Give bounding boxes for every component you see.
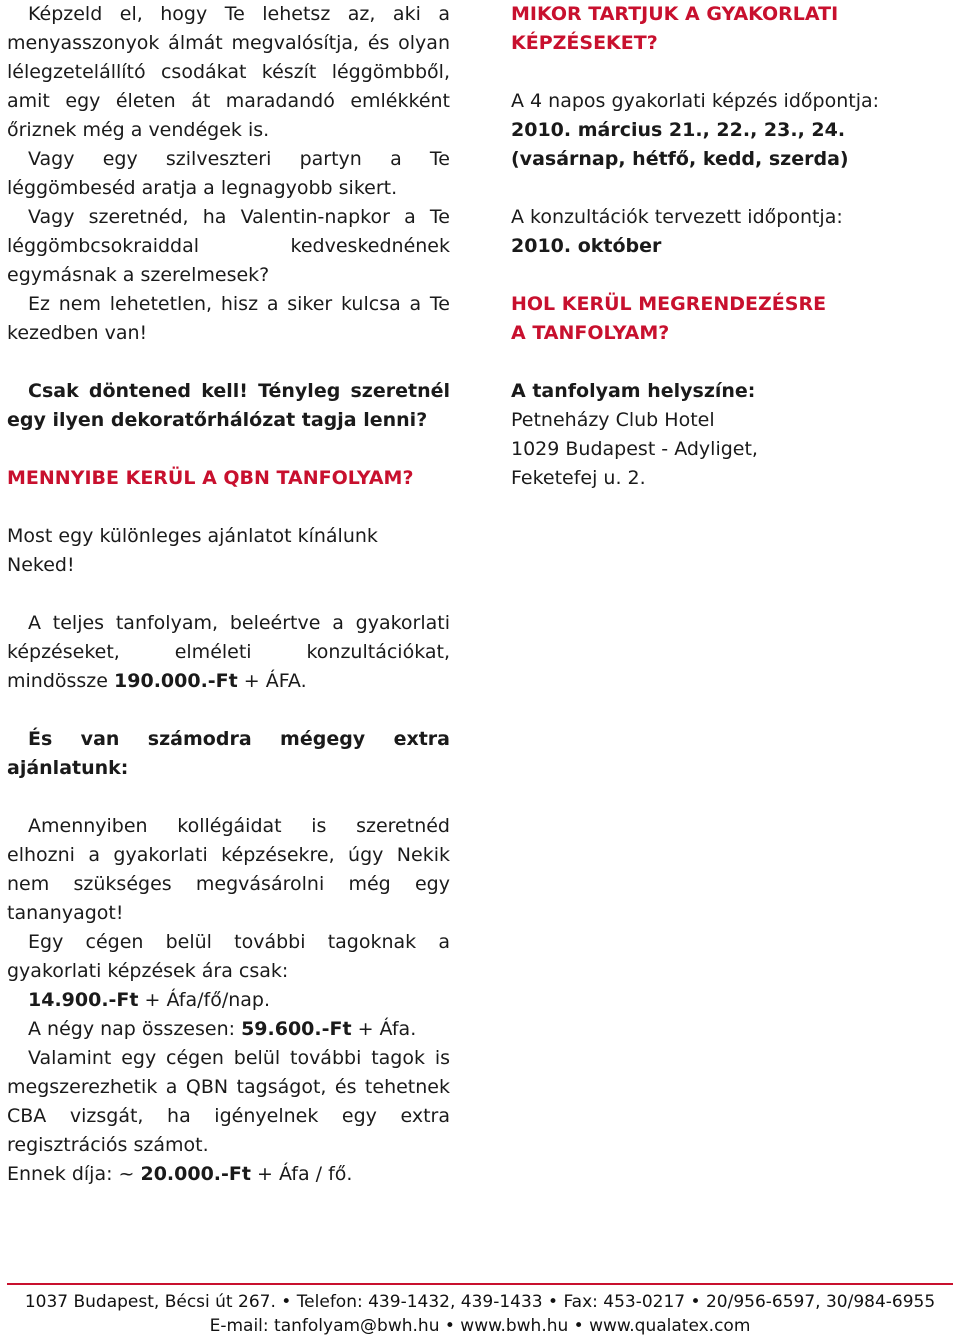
training-date-label: A 4 napos gyakorlati képzés időpontja: [511,90,880,112]
consultation-date-label: A konzultációk tervezett időpontja: [511,206,843,228]
colleagues-paragraph: Amennyiben kollégáidat is szeretnéd elhozni a gyakorlati képzésekre, úgy Nekik nem szükséges megvásárolni még egy tananyagot! [7,815,450,924]
footer-divider [7,1283,953,1285]
price-heading: MENNYIBE KERÜL A QBN TANFOLYAM? [7,467,414,489]
four-days-suffix: + Áfa. [351,1018,417,1040]
special-offer-text: Most egy különleges ajánlatot kínálunk Neked! [7,525,378,576]
fee-price: 20.000.-Ft [140,1163,251,1185]
where-heading-line-1: HOL KERÜL MEGRENDEZÉSRE [511,293,827,315]
decision-question: Csak döntened kell! Tényleg szeretnél egy ilyen dekoratőrhálózat tagja lenni? [7,380,450,431]
venue-name: Petneházy Club Hotel [511,409,715,431]
daily-price-suffix: + Áfa/fő/nap. [138,989,271,1011]
intro-paragraph-4: Ez nem lehetetlen, hisz a siker kulcsa a Te kezedben van! [7,293,450,344]
daily-price-line [7,986,450,1015]
where-heading-line-2: A TANFOLYAM? [511,322,670,344]
four-days-price: 59.600.-Ft [241,1018,352,1040]
fee-suffix: + Áfa / fő. [250,1163,353,1185]
training-dates: 2010. március 21., 22., 23., 24. [511,119,846,141]
intro-paragraph-2: Vagy egy szilveszteri partyn a Te léggömbeséd aratja a legnagyobb sikert. [7,148,450,199]
when-heading: MIKOR TARTJUK A GYAKORLATI KÉPZÉSEKET? [511,3,839,54]
extra-offer-heading: És van számodra mégegy extra ajánlatunk: [7,728,450,779]
full-course-price: 190.000.-Ft [114,670,238,692]
full-course-text: A teljes tanfolyam, beleértve a gyakorlati képzéseket, elméleti konzultációkat, mindössze [7,612,450,692]
venue-city: 1029 Budapest - Adyliget, [511,438,758,460]
fee-line [7,1160,450,1189]
training-days: (vasárnap, hétfő, kedd, szerda) [511,148,849,170]
right-column [511,0,951,493]
venue-label: A tanfolyam helyszíne: [511,380,756,402]
daily-price: 14.900.-Ft [28,989,139,1011]
footer-web-line: E-mail: tanfolyam@bwh.hu • www.bwh.hu • www.qualatex.com [209,1316,751,1336]
footer-contact-line: 1037 Budapest, Bécsi út 267. • Telefon: 439-1432, 439-1433 • Fax: 453-0217 • 20/956-6597, 30/984-6955 [24,1292,936,1312]
four-days-line [7,1015,450,1044]
four-days-label: A négy nap összesen: [28,1018,242,1040]
intro-paragraph-3: Vagy szeretnéd, ha Valentin-napkor a Te léggömbcsokraiddal kedveskednének egymásnak a szerelmesek? [7,206,450,286]
intro-paragraph-1: Képzeld el, hogy Te lehetsz az, aki a menyasszonyok álmát megvalósítja, és olyan lélegzetelállító csodákat készít léggömbből, amit egy életen át maradandó emlékként őriznek még a vendégek is. [7,3,450,141]
full-course-price-suffix: + ÁFA. [237,670,307,692]
company-members-paragraph: Egy cégen belül további tagoknak a gyakorlati képzések ára csak: [7,931,450,982]
consultation-date: 2010. október [511,235,662,257]
full-course-paragraph [7,609,450,696]
membership-paragraph: Valamint egy cégen belül további tagok is megszerezhetik a QBN tagságot, és tehetnek CBA vizsgát, ha igényelnek egy extra regisztrációs számot. [7,1047,450,1156]
left-column [7,0,450,1189]
venue-street: Feketefej u. 2. [511,467,646,489]
fee-label: Ennek díja: ~ [7,1163,141,1185]
